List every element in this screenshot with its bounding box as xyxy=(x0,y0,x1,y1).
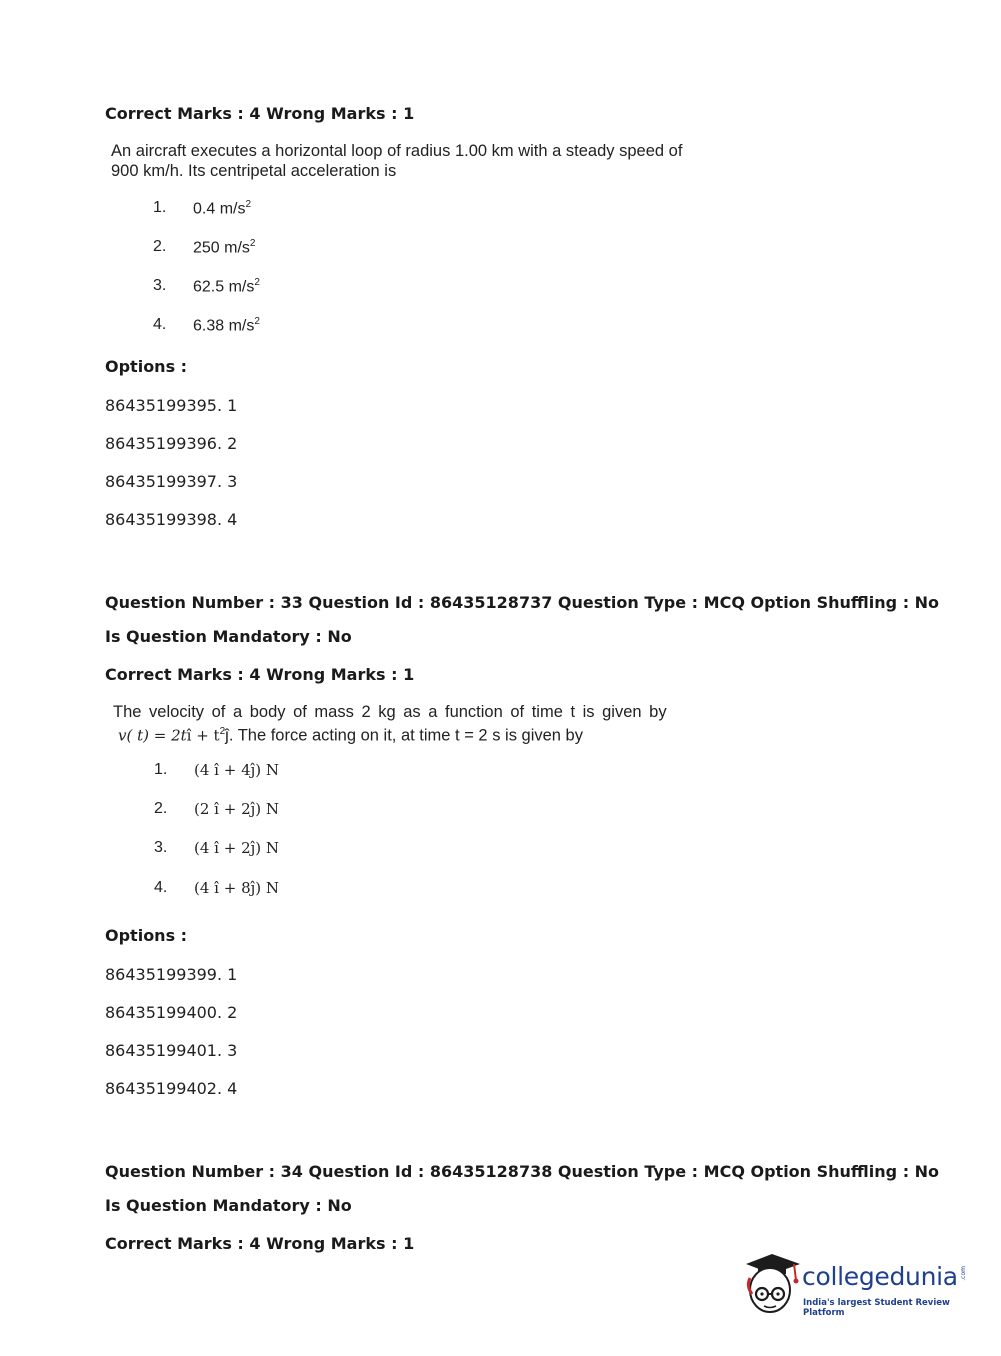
choice-number: 4. xyxy=(154,879,168,896)
choice-number: 1. xyxy=(153,199,167,216)
choice-value: (4 î + 8ĵ) N xyxy=(194,879,280,897)
q34-marks: Correct Marks : 4 Wrong Marks : 1 xyxy=(105,1234,415,1253)
q32-option-4: 86435199398. 4 xyxy=(105,510,238,529)
q33-question-line1: The velocity of a body of mass 2 kg as a function of time t is given by xyxy=(113,703,667,721)
collegedunia-logo xyxy=(742,1250,972,1320)
q33-question-line2 xyxy=(113,722,667,746)
choice-number: 3. xyxy=(153,277,167,294)
q33-question-text xyxy=(113,702,667,746)
logo-domain: .com xyxy=(960,1266,967,1281)
choice-value: (4 î + 2ĵ) N xyxy=(194,839,280,857)
mascot-icon xyxy=(742,1250,804,1318)
q33-choice-3 xyxy=(154,839,374,859)
q32-option-1: 86435199395. 1 xyxy=(105,396,238,415)
choice-number: 4. xyxy=(153,316,167,333)
choice-exponent: 2 xyxy=(249,238,256,249)
q33-option-2: 86435199400. 2 xyxy=(105,1003,238,1022)
q33-choice-1 xyxy=(154,761,374,781)
q33-mandatory: Is Question Mandatory : No xyxy=(105,627,352,646)
q33-choice-4 xyxy=(154,879,374,899)
choice-value: 250 m/s xyxy=(193,239,250,257)
q32-question-text xyxy=(111,141,682,181)
q33-option-3: 86435199401. 3 xyxy=(105,1041,238,1060)
q34-mandatory: Is Question Mandatory : No xyxy=(105,1196,352,1215)
choice-number: 3. xyxy=(154,839,168,856)
velocity-expression-rest: ĵ. The force acting on it, at time t = 2 s is given by xyxy=(225,726,583,745)
choice-value: (4 î + 4ĵ) N xyxy=(194,761,280,779)
q32-choice-2 xyxy=(153,238,353,258)
q32-question-line1: An aircraft executes a horizontal loop of radius 1.00 km with a steady speed of xyxy=(111,142,683,160)
q33-choice-2 xyxy=(154,800,374,820)
q32-choice-1 xyxy=(153,199,353,219)
q33-header: Question Number : 33 Question Id : 86435128737 Question Type : MCQ Option Shuffling : No xyxy=(105,593,940,612)
q32-choice-4 xyxy=(153,316,353,336)
velocity-expression: v( t) = 2t xyxy=(118,726,187,745)
q32-options-label: Options : xyxy=(105,357,188,376)
q34-header: Question Number : 34 Question Id : 86435128738 Question Type : MCQ Option Shuffling : No xyxy=(105,1162,940,1181)
q33-options-label: Options : xyxy=(105,926,188,945)
q32-marks: Correct Marks : 4 Wrong Marks : 1 xyxy=(105,104,415,123)
logo-tagline: India's largest Student Review Platform xyxy=(803,1298,950,1318)
choice-number: 2. xyxy=(153,238,167,255)
q32-question-line2: 900 km/h. Its centripetal acceleration is xyxy=(111,162,397,180)
q32-choice-3 xyxy=(153,277,353,297)
choice-value: (2 î + 2ĵ) N xyxy=(194,800,280,818)
q33-marks: Correct Marks : 4 Wrong Marks : 1 xyxy=(105,665,415,684)
choice-value: 6.38 m/s xyxy=(193,317,255,335)
q32-option-2: 86435199396. 2 xyxy=(105,434,238,453)
q32-option-3: 86435199397. 3 xyxy=(105,472,238,491)
choice-number: 2. xyxy=(154,800,168,817)
q33-option-1: 86435199399. 1 xyxy=(105,965,238,984)
logo-wordmark: collegedunia xyxy=(802,1262,958,1291)
velocity-exponent: 2 xyxy=(219,726,226,737)
choice-exponent: 2 xyxy=(245,199,252,210)
q33-option-4: 86435199402. 4 xyxy=(105,1079,238,1098)
choice-exponent: 2 xyxy=(254,277,260,288)
choice-value: 0.4 m/s xyxy=(193,200,246,218)
choice-value: 62.5 m/s xyxy=(193,278,255,296)
velocity-expression-unit: î + t xyxy=(186,726,220,745)
choice-number: 1. xyxy=(154,761,168,778)
choice-exponent: 2 xyxy=(254,316,260,327)
